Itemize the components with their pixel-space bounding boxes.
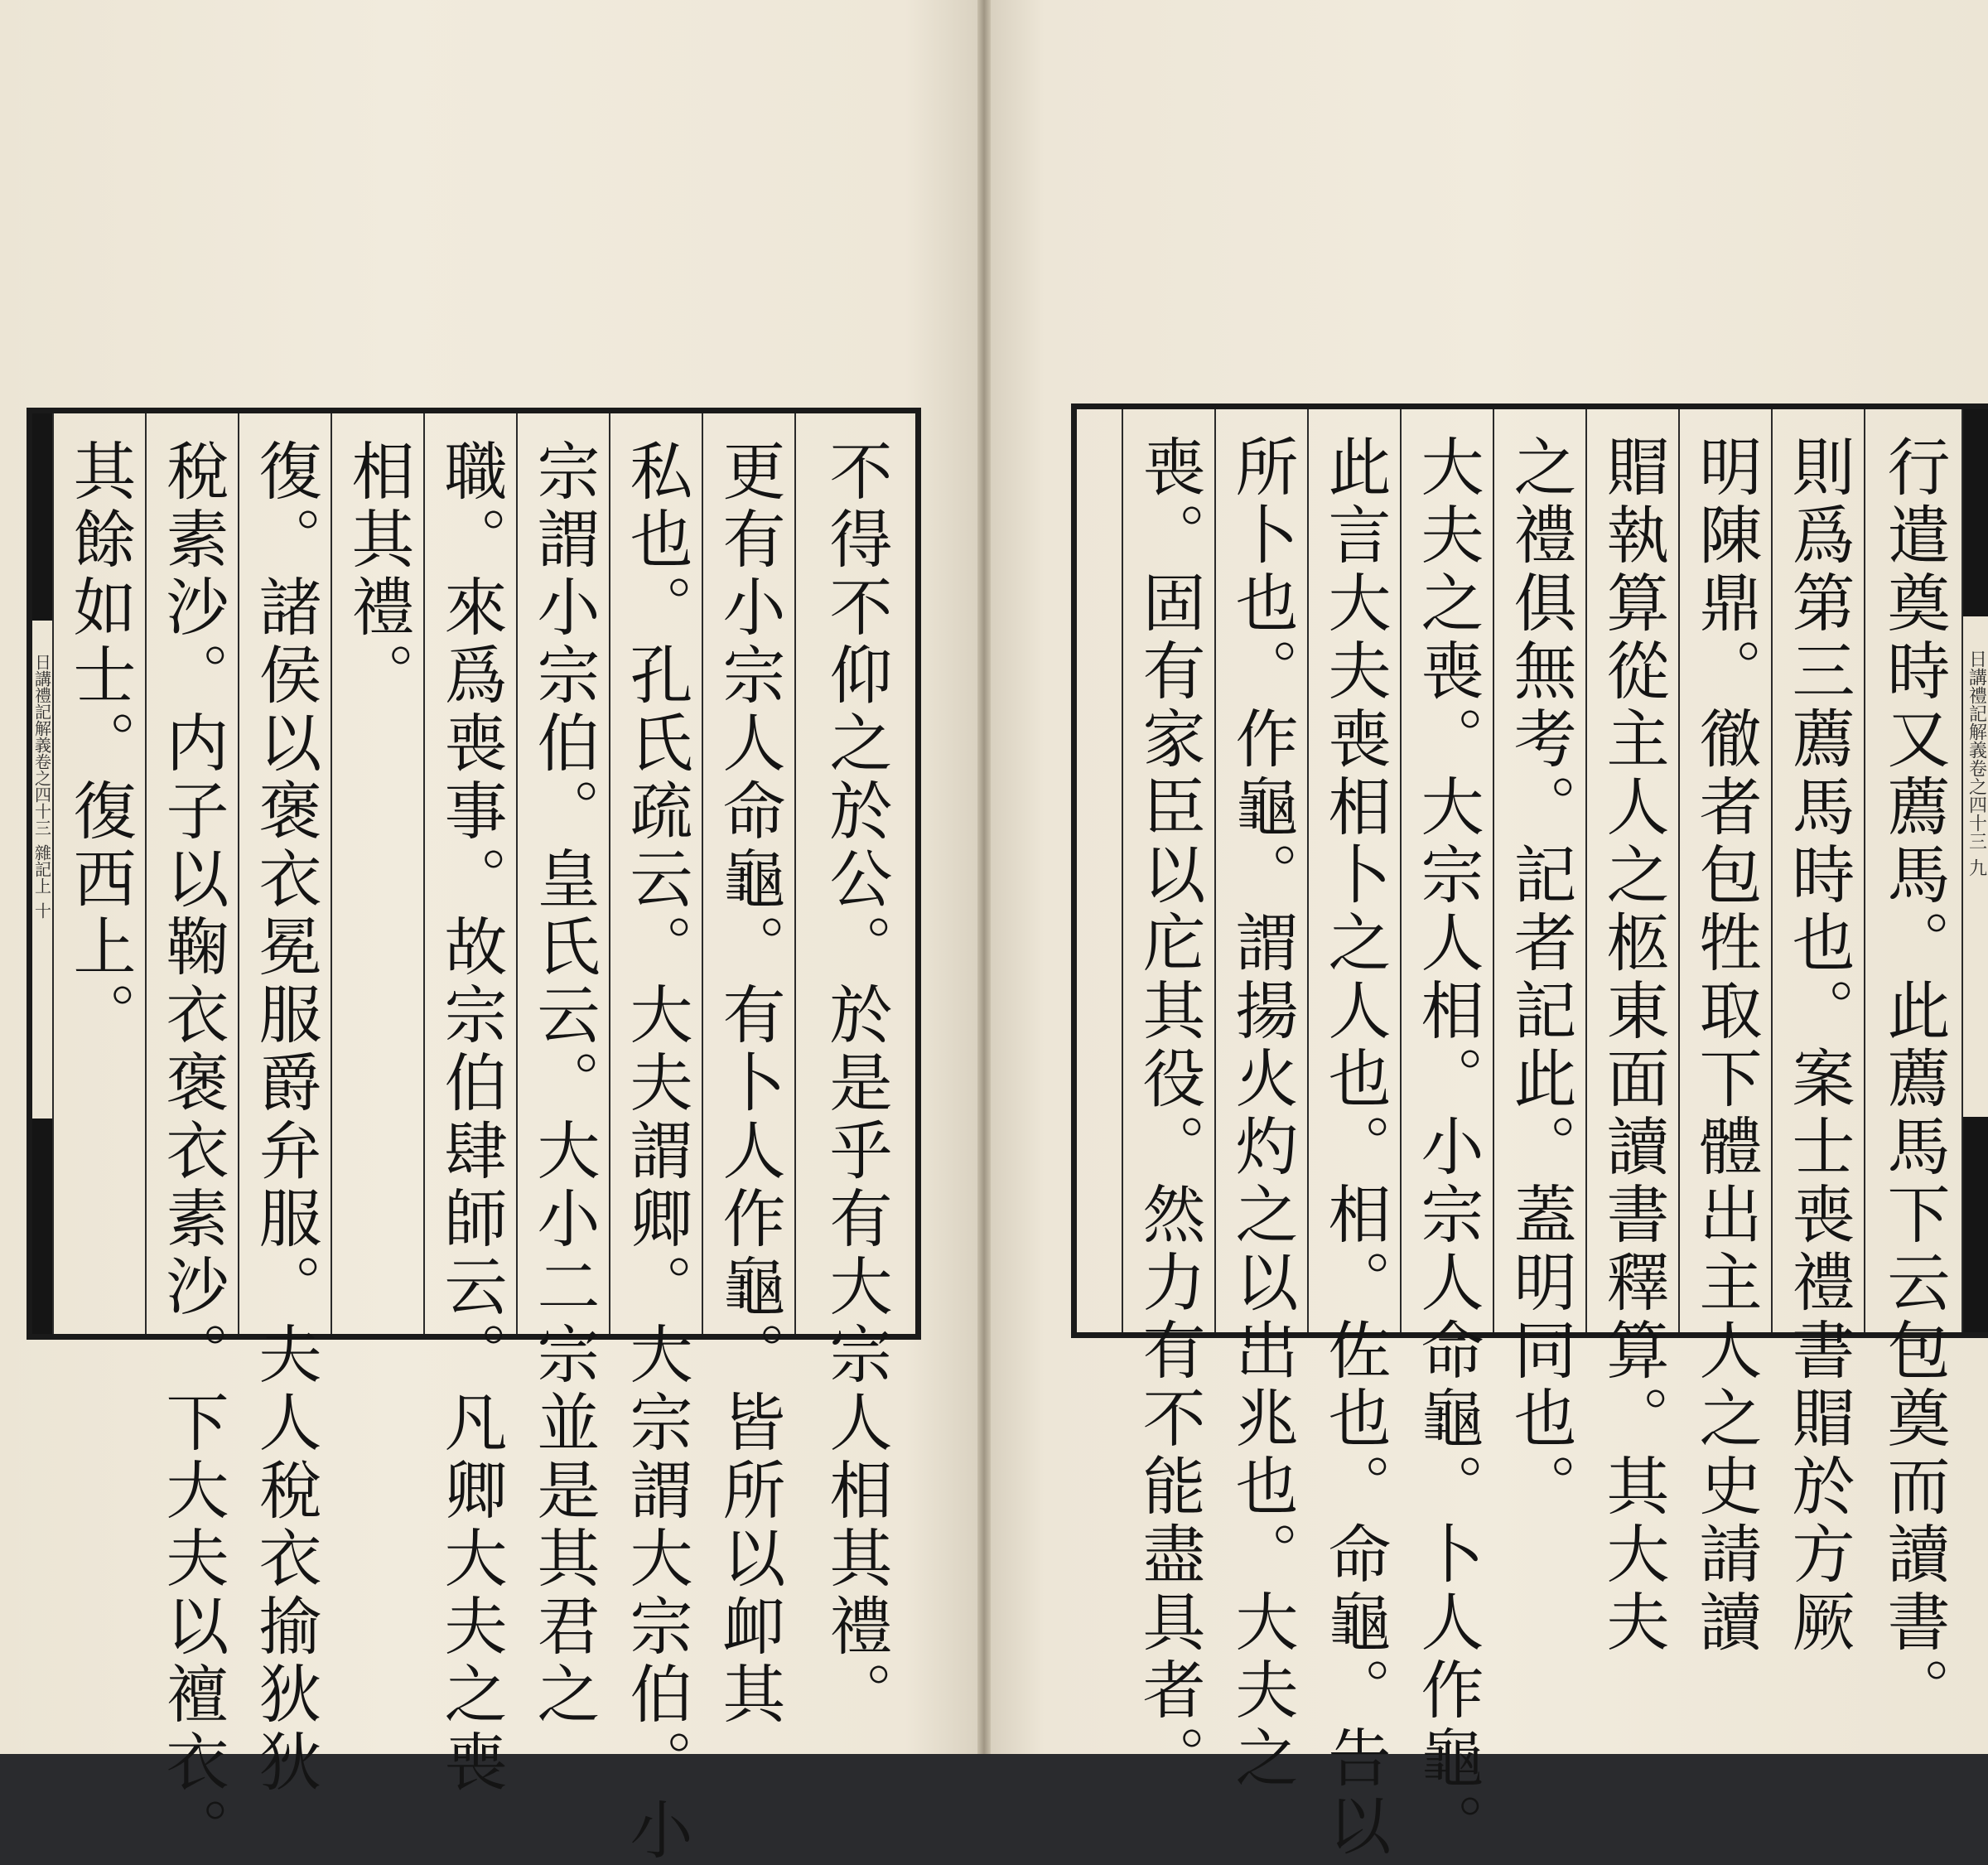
right-column-9 (1122, 409, 1214, 1332)
margin-page-number: 九 (1964, 858, 1988, 877)
left-column-2 (702, 413, 794, 1334)
column-text: 喪。固有家臣以庀其役。然力有不能盡具者。 (1129, 409, 1209, 1332)
column-text: 私也。孔氏疏云。大夫謂卿。大宗謂大宗伯。小 (616, 413, 696, 1334)
right-column-8 (1214, 409, 1307, 1332)
margin-title: 日講禮記解義卷之四十三 (1964, 650, 1988, 850)
column-text: 更有小宗人命龜。有卜人作龜。皆所以卹其 (709, 413, 789, 1334)
right-column-2 (1771, 409, 1864, 1332)
right-column-7 (1307, 409, 1400, 1332)
right-column-3 (1678, 409, 1771, 1332)
margin-section: 雜記上 (31, 844, 55, 894)
column-text: 大夫之喪。大宗人相。小宗人命龜。卜人作龜。 (1407, 409, 1487, 1332)
left-column-4 (516, 413, 609, 1334)
right-column-1 (1864, 409, 1961, 1332)
column-text: 相其禮。 (338, 413, 417, 1334)
column-text: 不得不仰之於公。於是乎有大宗人相其禮。 (816, 413, 895, 1334)
left-column-3 (609, 413, 702, 1334)
fish-tail-top (1963, 409, 1988, 616)
column-text: 賵執算從主人之柩東面讀書釋算。其大夫 (1593, 409, 1672, 1332)
column-text: 稅素沙。内子以鞠衣褒衣素沙。下大夫以襢衣。 (152, 413, 232, 1334)
column-text: 復。諸侯以褒衣冕服爵弁服。夫人稅衣揄狄狄 (245, 413, 325, 1334)
left-margin-strip (32, 413, 52, 1334)
margin-title: 日講禮記解義卷之四十三 (31, 654, 55, 836)
right-margin-strip (1961, 409, 1988, 1332)
fish-tail-top (32, 413, 52, 621)
column-text: 明陳鼎。徹者包牲取下體出主人之史請讀 (1686, 409, 1765, 1332)
column-text: 所卜也。作龜。謂揚火灼之以出兆也。大夫之 (1222, 409, 1301, 1332)
margin-page-number: 十 (31, 902, 55, 919)
fish-tail-bottom (1963, 1117, 1988, 1332)
left-page-frame (27, 408, 921, 1340)
right-column-5 (1493, 409, 1585, 1332)
left-column-1 (794, 413, 915, 1334)
right-column-6 (1400, 409, 1493, 1332)
left-column-6 (331, 413, 423, 1334)
left-column-9 (52, 413, 145, 1334)
column-text: 宗謂小宗伯。皇氏云。大小二宗並是其君之 (524, 413, 603, 1334)
book-gutter (977, 0, 991, 1754)
right-column-4 (1585, 409, 1678, 1332)
column-text: 職。來爲喪事。故宗伯肆師云。凡卿大夫之喪 (431, 413, 510, 1334)
left-column-8 (145, 413, 238, 1334)
column-text: 此言大夫喪相卜之人也。相。佐也。命龜。告以 (1315, 409, 1394, 1332)
column-text: 之禮俱無考。記者記此。蓋明同也。 (1500, 409, 1580, 1332)
left-column-5 (423, 413, 516, 1334)
fish-tail-bottom (32, 1119, 52, 1334)
left-column-7 (238, 413, 331, 1334)
column-text: 則爲第三薦馬時也。案士喪禮書賵於方厥 (1778, 409, 1858, 1332)
column-text: 行遣奠時又薦馬。此薦馬下云包奠而讀書。 (1874, 409, 1953, 1332)
right-page-frame (1071, 403, 1988, 1338)
column-text: 其餘如士。復西上。 (60, 413, 139, 1334)
